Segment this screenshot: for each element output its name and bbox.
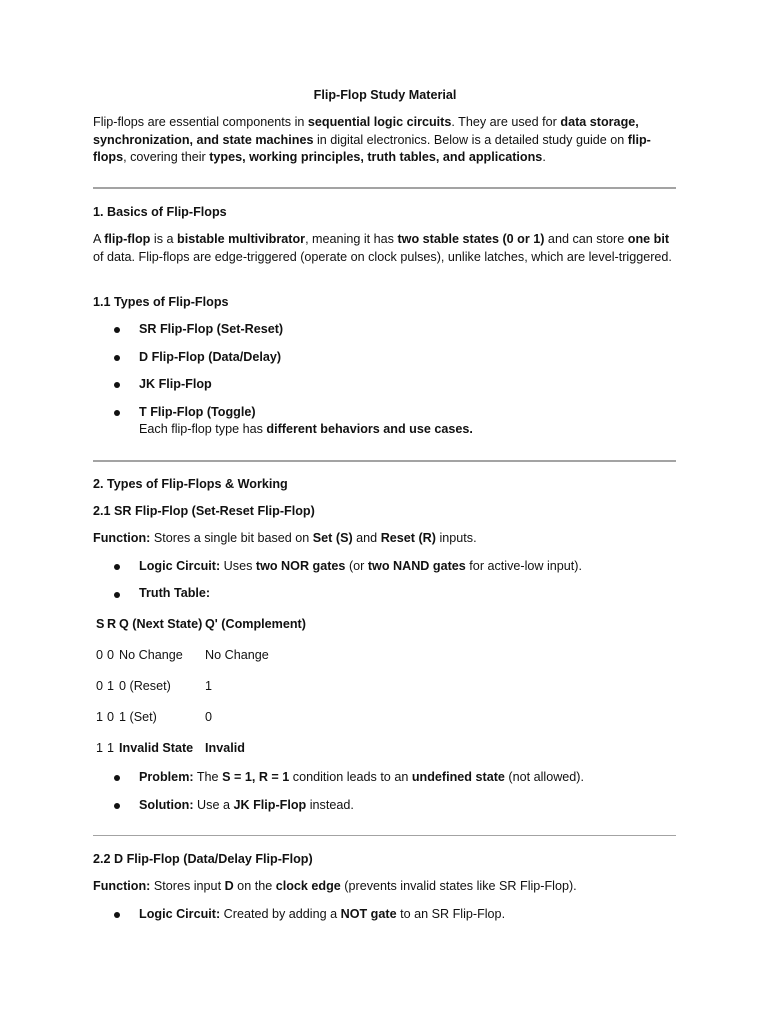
bold-text-run: two NOR gates	[255, 559, 346, 573]
sr-solution	[139, 797, 679, 815]
text-run: of data. Flip-flops are edge-triggered (operate on clock pulses), unlike latches, which are level-triggered.	[93, 249, 672, 264]
text-run: .	[542, 150, 546, 164]
text-run: in digital electronics. Below is a detailed study guide on	[313, 132, 628, 147]
section-divider	[93, 460, 676, 462]
sr-truth-table-label: Truth Table:	[139, 586, 211, 600]
text-run: to an SR Flip-Flop.	[396, 907, 506, 921]
bold-text-run: Logic Circuit:	[139, 907, 221, 921]
type-item-sr: SR Flip-Flop (Set-Reset)	[139, 322, 284, 336]
text-run: , covering their	[123, 150, 210, 164]
type-item-t: T Flip-Flop (Toggle)	[139, 405, 256, 419]
bullet-icon	[114, 912, 120, 918]
bold-text-run: Function:	[93, 531, 151, 545]
bullet-icon	[114, 592, 120, 598]
bold-text-run: one bit	[627, 232, 670, 246]
text-run: on the	[233, 879, 276, 893]
bold-text-run: flip-flop	[104, 232, 151, 246]
bullet-icon	[114, 410, 120, 416]
bold-text-run: types, working principles, truth tables, and applications	[209, 150, 543, 164]
bold-text-run: two NAND gates	[367, 559, 466, 573]
sr-logic-circuit	[139, 558, 679, 576]
text-run: (prevents invalid states like SR Flip-Flop).	[340, 879, 577, 893]
text-run: inputs.	[435, 531, 477, 545]
table-cell: Invalid	[205, 741, 245, 755]
text-run: Created by adding a	[220, 907, 341, 921]
table-cell: No Change	[205, 648, 269, 662]
bold-text-run: different behaviors and use cases.	[266, 422, 473, 436]
table-cell: 0 (Reset)	[119, 679, 171, 693]
table-cell: 1 (Set)	[119, 710, 157, 724]
text-run: for active-low input).	[465, 559, 582, 573]
bold-text-run: Reset (R)	[380, 531, 436, 545]
text-run: (or	[345, 559, 368, 573]
flip-flop-definition	[93, 231, 677, 266]
text-run: The	[193, 770, 223, 784]
text-run: . They are used for	[451, 115, 561, 129]
text-run: condition leads to an	[289, 770, 412, 784]
section-divider	[93, 187, 676, 189]
bold-text-run: Function:	[93, 879, 151, 893]
bold-text-run: clock edge	[275, 879, 341, 893]
subsection-2-1-heading: 2.1 SR Flip-Flop (Set-Reset Flip-Flop)	[93, 504, 315, 518]
bold-text-run: two stable states (0 or 1)	[397, 232, 545, 246]
table-cell: 1	[205, 679, 213, 693]
bold-text-run: Set (S)	[312, 531, 353, 545]
table-cell: 0	[107, 710, 115, 724]
table-cell: 0	[107, 648, 115, 662]
bullet-icon	[114, 775, 120, 781]
text-run: , meaning it has	[305, 232, 398, 246]
bold-text-run: Solution:	[139, 798, 194, 812]
text-run: Stores input	[150, 879, 225, 893]
bullet-icon	[114, 355, 120, 361]
text-run: and can store	[544, 232, 628, 246]
text-run: Stores a single bit based on	[150, 531, 313, 545]
table-cell: 0	[96, 648, 104, 662]
text-run: Use a	[193, 798, 234, 812]
type-item-jk: JK Flip-Flop	[139, 377, 212, 391]
text-run: Uses	[220, 559, 256, 573]
sr-function	[93, 530, 677, 548]
table-header-cell: S	[96, 617, 105, 631]
types-note	[139, 421, 679, 439]
sr-problem	[139, 769, 679, 787]
bold-text-run: NOT gate	[340, 907, 397, 921]
text-run: is a	[150, 232, 177, 246]
section-divider	[93, 835, 676, 836]
bold-text-run: flip-flops	[93, 132, 651, 164]
table-cell: 1	[107, 679, 115, 693]
table-cell: 0	[205, 710, 213, 724]
section-1-heading: 1. Basics of Flip-Flops	[93, 205, 227, 219]
table-header-cell: Q' (Complement)	[205, 617, 306, 631]
text-run: and	[352, 531, 381, 545]
document-title: Flip-Flop Study Material	[313, 88, 457, 102]
section-2-heading: 2. Types of Flip-Flops & Working	[93, 477, 288, 491]
subsection-2-2-heading: 2.2 D Flip-Flop (Data/Delay Flip-Flop)	[93, 852, 313, 866]
table-cell: 0	[96, 679, 104, 693]
table-header-cell: Q (Next State)	[119, 617, 203, 631]
d-function	[93, 878, 677, 896]
table-cell: No Change	[119, 648, 183, 662]
bold-text-run: JK Flip-Flop	[233, 798, 307, 812]
table-cell: Invalid State	[119, 741, 194, 755]
table-cell: 1	[96, 741, 104, 755]
text-run: instead.	[306, 798, 354, 812]
d-logic-circuit	[139, 906, 679, 924]
subsection-1-1-heading: 1.1 Types of Flip-Flops	[93, 295, 229, 309]
bold-text-run: bistable multivibrator	[177, 232, 306, 246]
bullet-icon	[114, 382, 120, 388]
bold-text-run: sequential logic circuits	[307, 115, 452, 129]
text-run: A	[93, 232, 105, 246]
table-cell: 1	[96, 710, 104, 724]
bold-text-run: S = 1, R = 1	[222, 770, 290, 784]
bullet-icon	[114, 803, 120, 809]
text-run: Flip-flops are essential components in	[93, 115, 308, 129]
text-run: (not allowed).	[504, 770, 585, 784]
bold-text-run: Problem:	[139, 770, 194, 784]
intro-paragraph	[93, 114, 677, 167]
table-header-cell: R	[107, 617, 117, 631]
bullet-icon	[114, 327, 120, 333]
bold-text-run: Logic Circuit:	[139, 559, 221, 573]
bullet-icon	[114, 564, 120, 570]
bold-text-run: data storage, synchronization, and state machines	[93, 115, 639, 147]
bold-text-run: D	[224, 879, 234, 893]
text-run: Each flip-flop type has	[139, 422, 267, 436]
type-item-d: D Flip-Flop (Data/Delay)	[139, 350, 282, 364]
bold-text-run: undefined state	[411, 770, 505, 784]
table-cell: 1	[107, 741, 115, 755]
